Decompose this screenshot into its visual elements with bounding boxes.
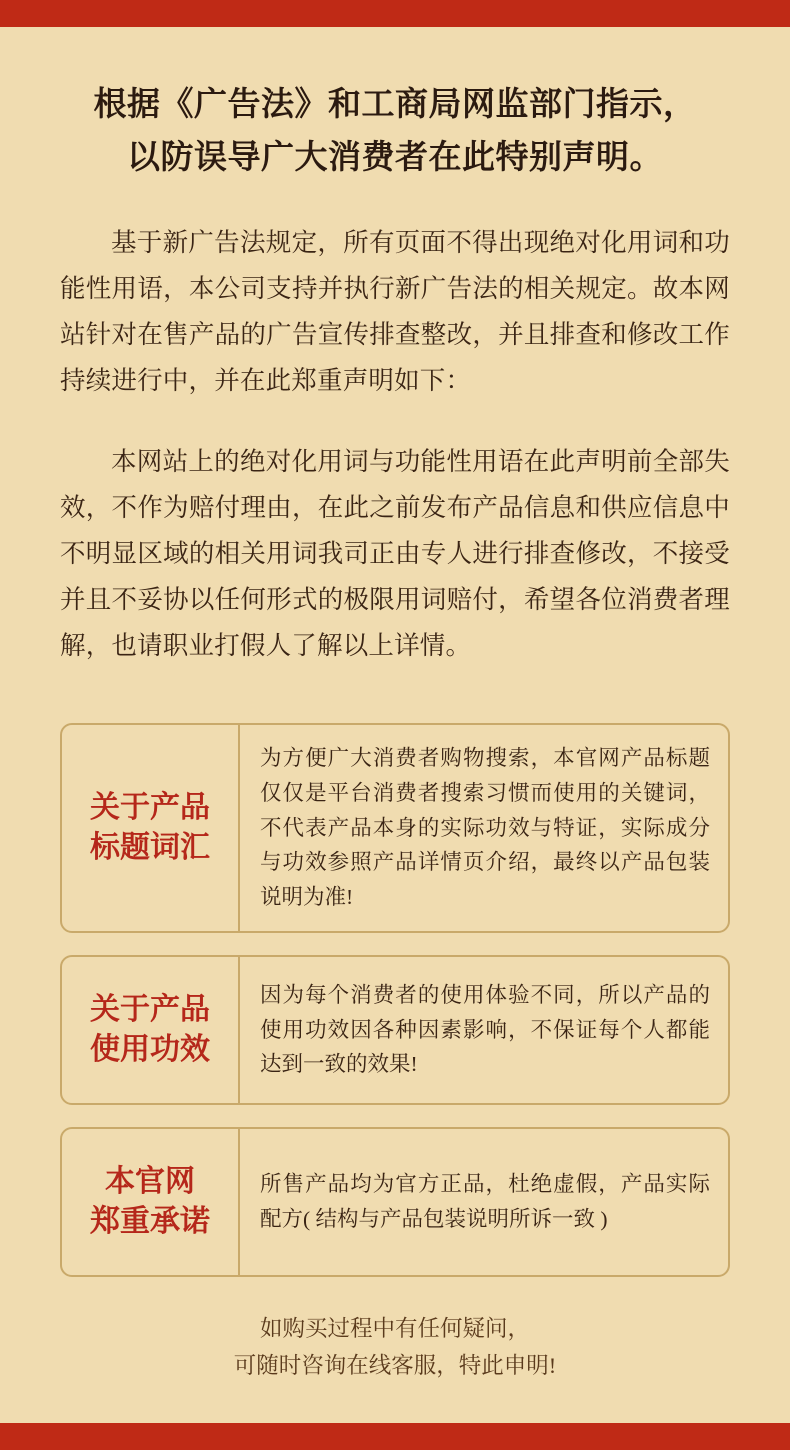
footer-note-line-2: 可随时咨询在线客服，特此申明! xyxy=(233,1352,557,1378)
statement-card-title xyxy=(62,957,240,1103)
statement-card-title-line-1: 关于产品 xyxy=(90,791,210,825)
statement-card-title-line-2: 标题词汇 xyxy=(90,830,210,864)
page-title-line-1: 根据《广告法》和工商局网监部门指示， xyxy=(93,87,697,123)
statement-card-body: 因为每个消费者的使用体验不同，所以产品的使用功效因各种因素影响，不保证每个人都能达到一致的效果! xyxy=(260,982,710,1077)
footer-note xyxy=(60,1311,730,1384)
disclaimer-panel xyxy=(0,27,790,1423)
intro-paragraph-1: 基于新广告法规定，所有页面不得出现绝对化用词和功能性用语，本公司支持并执行新广告法的相关规定。故本网站针对在售产品的广告宣传排查整改，并且排查和修改工作持续进行中，并在此郑重声明如下： xyxy=(60,227,730,395)
statement-card-body: 为方便广大消费者购物搜索，本官网产品标题仅仅是平台消费者搜索习惯而使用的关键词，不代表产品本身的实际功效与特证，实际成分与功效参照产品详情页介绍，最终以产品包装说明为准! xyxy=(260,745,710,910)
statement-card-list xyxy=(60,723,730,1277)
statement-card-title-line-1: 关于产品 xyxy=(90,993,210,1027)
statement-card-title xyxy=(62,1129,240,1275)
statement-card-title-line-2: 使用功效 xyxy=(90,1033,210,1067)
statement-card-title-line-1: 本官网 xyxy=(105,1165,195,1199)
statement-card-product-title xyxy=(60,723,730,933)
statement-card-product-effect xyxy=(60,955,730,1105)
page-title-line-2: 以防误导广大消费者在此特别声明。 xyxy=(127,140,663,177)
statement-card-official-promise xyxy=(60,1127,730,1277)
statement-card-title-line-2: 郑重承诺 xyxy=(90,1205,210,1239)
page-title xyxy=(60,27,730,186)
statement-card-title xyxy=(62,725,240,931)
intro-paragraph-2: 本网站上的绝对化用词与功能性用语在此声明前全部失效，不作为赔付理由，在此之前发布产品信息和供应信息中不明显区域的相关用词我司正由专人进行排查修改，不接受并且不妥协以任何形式的极限用词赔付，希望各位消费者理解，也请职业打假人了解以上详情。 xyxy=(60,447,730,661)
statement-card-body: 所售产品均为官方正品，杜绝虚假，产品实际配方( 结构与产品包装说明所诉一致 ) xyxy=(260,1172,710,1232)
footer-note-line-1: 如购买过程中有任何疑问， xyxy=(259,1316,530,1342)
